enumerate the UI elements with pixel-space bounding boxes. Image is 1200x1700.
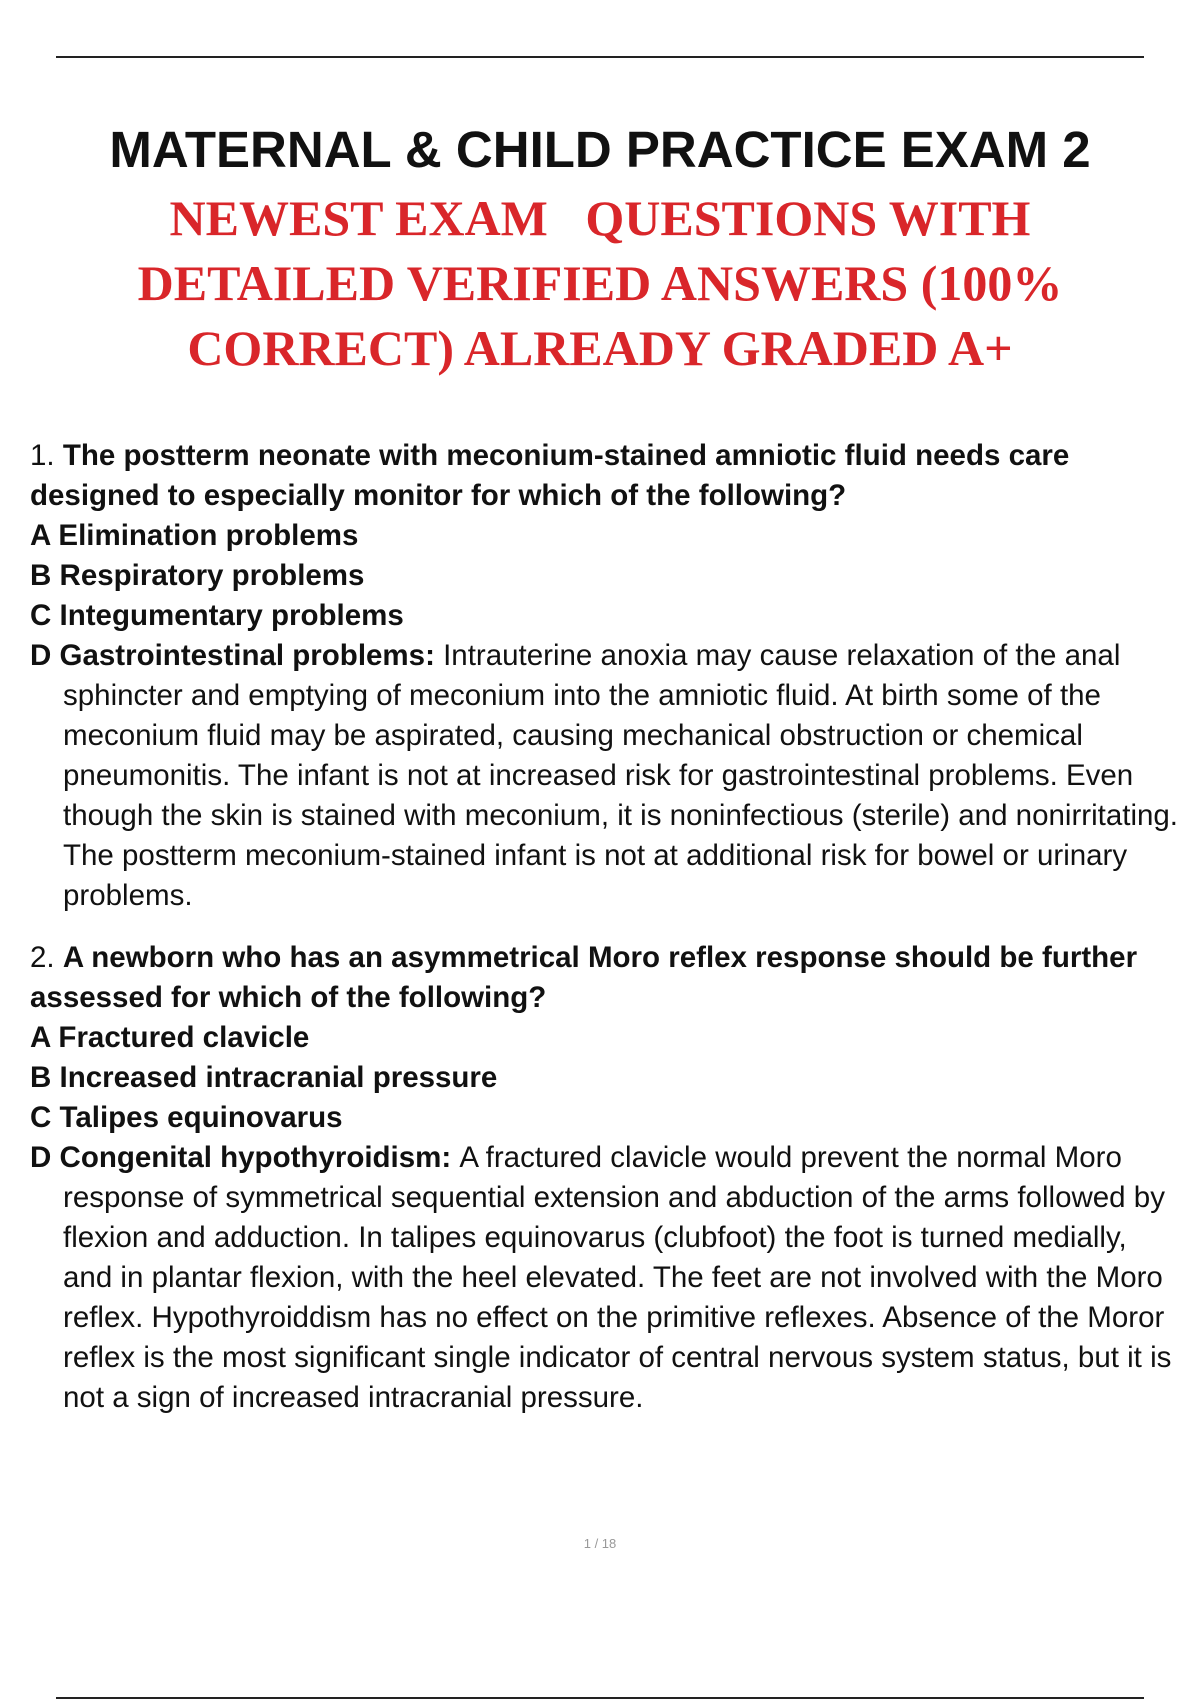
option-letter: D [30, 639, 52, 672]
option-a [30, 1018, 1180, 1058]
option-letter: A [30, 519, 51, 552]
subtitle-line: NEWEST EXAM QUESTIONS WITH [169, 190, 1031, 246]
option-a [30, 516, 1180, 556]
question-1 [30, 436, 1180, 916]
document-subtitle [80, 186, 1120, 381]
subtitle-line: CORRECT) ALREADY GRADED A+ [187, 320, 1013, 376]
option-letter: C [30, 599, 52, 632]
option-text: Congenital hypothyroidism: [59, 1141, 452, 1174]
option-letter: D [30, 1141, 52, 1174]
option-b [30, 556, 1180, 596]
option-letter: B [30, 1061, 52, 1094]
page-indicator: 1 / 18 [583, 1536, 617, 1551]
option-text: Increased intracranial pressure [59, 1061, 498, 1094]
question-list [30, 436, 1180, 1418]
option-letter: B [30, 559, 52, 592]
option-text: Fractured clavicle [58, 1021, 310, 1054]
answer-explanation: A fractured clavicle would prevent the normal Moro response of symmetrical sequential extension and abduction of the arms followed by flexion and adduction. In talipes equinovarus (clubfoot) the foot is turned medially, and in plantar flexion, with the heel elevated. The feet are not involved with the Moro reflex. Hypothyroiddism has no effect on the primitive reflexes. Absence of the Moror reflex is the most significant single indicator of central nervous system status, but it is not a sign of increased intracranial pressure. [63, 1141, 1172, 1414]
option-text: Integumentary problems [59, 599, 404, 632]
option-text: Respiratory problems [59, 559, 365, 592]
option-letter: A [30, 1021, 51, 1054]
question-number: 2. [30, 941, 55, 974]
option-d [30, 1138, 1180, 1418]
question-number: 1. [30, 439, 55, 472]
question-2 [30, 938, 1180, 1418]
option-letter: C [30, 1101, 52, 1134]
top-divider [56, 56, 1144, 58]
option-text: Elimination problems [58, 519, 359, 552]
option-c [30, 596, 1180, 636]
option-c [30, 1098, 1180, 1138]
answer-explanation: Intrauterine anoxia may cause relaxation of the anal sphincter and emptying of meconium into the amniotic fluid. At birth some of the meconium fluid may be aspirated, causing mechanical obstruction or chemical pneumonitis. The infant is not at increased risk for gastrointestinal problems. Even though the skin is stained with meconium, it is noninfectious (sterile) and nonirritating. The postterm meconium-stained infant is not at additional risk for bowel or urinary problems. [63, 639, 1179, 912]
subtitle-line: DETAILED VERIFIED ANSWERS (100% [137, 255, 1063, 311]
option-text: Talipes equinovarus [59, 1101, 343, 1134]
question-text: The postterm neonate with meconium-stained amniotic fluid needs care designed to especially monitor for which of the following? [30, 439, 1070, 512]
question-stem [30, 436, 1180, 516]
document-title: MATERNAL & CHILD PRACTICE EXAM 2 [109, 121, 1091, 178]
question-text: A newborn who has an asymmetrical Moro reflex response should be further assessed for which of the following? [30, 941, 1138, 1014]
option-text: Gastrointestinal problems: [59, 639, 435, 672]
option-d [30, 636, 1180, 916]
option-b [30, 1058, 1180, 1098]
question-stem [30, 938, 1180, 1018]
bottom-divider [56, 1697, 1144, 1699]
